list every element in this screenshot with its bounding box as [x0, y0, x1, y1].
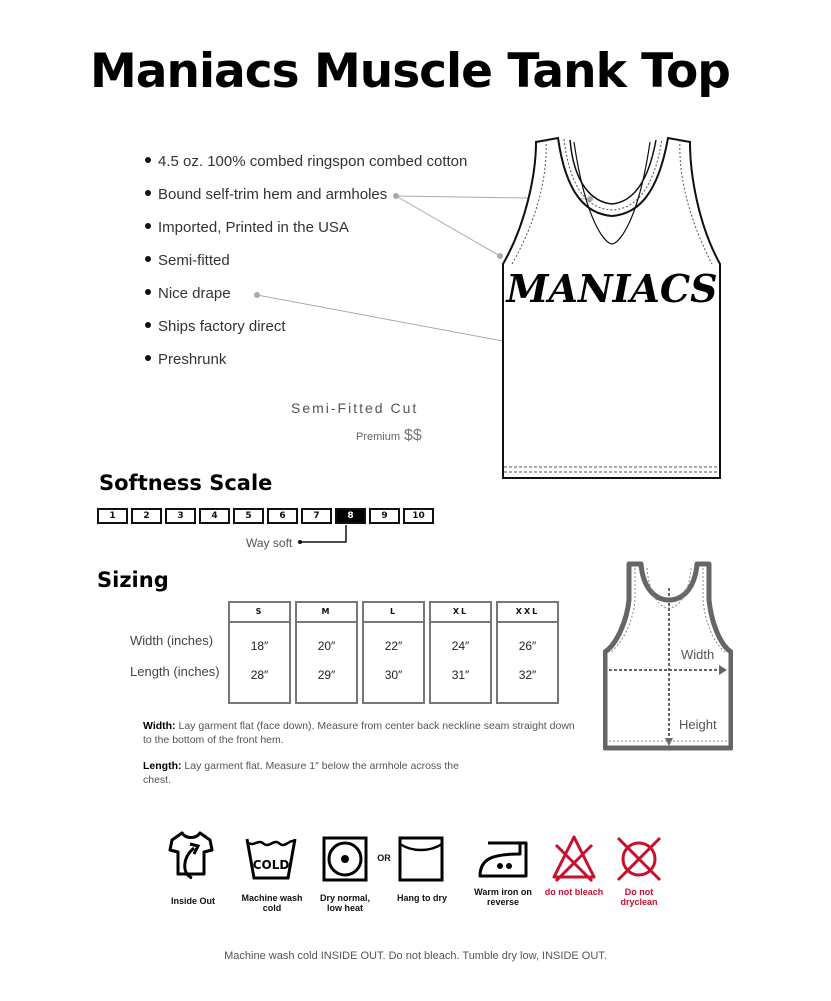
- or-label: OR: [377, 853, 391, 863]
- tank-top-illustration-icon: [496, 134, 726, 484]
- warm-iron-icon: [478, 840, 530, 878]
- wash-cold-icon: [244, 836, 298, 882]
- softness-scale: [97, 508, 434, 524]
- measurement-diagram-icon: [603, 560, 733, 752]
- cut-label: Semi-Fitted Cut: [291, 400, 419, 416]
- care-label: Dry normal, low heat: [319, 893, 370, 913]
- feature-text: Imported, Printed in the USA: [158, 219, 349, 236]
- length-value: 29″: [317, 668, 336, 682]
- size-header: M: [297, 603, 356, 623]
- tumble-dry-low-icon: [322, 836, 368, 882]
- softness-heading: Softness Scale: [99, 471, 273, 495]
- width-value: 26″: [518, 639, 537, 653]
- feature-text: Preshrunk: [158, 351, 227, 368]
- softness-cell: 7: [301, 508, 332, 524]
- care-label: Hang to dry: [396, 893, 447, 903]
- softness-cell: 5: [233, 508, 264, 524]
- do-not-dryclean-icon: [614, 833, 664, 883]
- size-table: [228, 601, 559, 704]
- note-term: Width:: [143, 720, 176, 732]
- size-header: XXL: [498, 603, 557, 623]
- size-header: L: [364, 603, 423, 623]
- note-term: Length:: [143, 760, 182, 772]
- feature-text: Ships factory direct: [158, 318, 286, 335]
- care-label: Do not dryclean: [620, 887, 658, 907]
- price-tier: [356, 427, 422, 445]
- svg-text:Width: Width: [681, 647, 715, 662]
- feature-text: Semi-fitted: [158, 252, 230, 269]
- softness-cell: 9: [369, 508, 400, 524]
- note-text: Lay garment flat. Measure 1″ below the armhole across the chest.: [143, 760, 459, 786]
- width-value: 24″: [451, 639, 470, 653]
- width-value: 20″: [317, 639, 336, 653]
- care-label: Warm iron on reverse: [474, 887, 532, 907]
- width-value: 22″: [384, 639, 403, 653]
- softness-cell: 3: [165, 508, 196, 524]
- inside-out-icon: [168, 830, 216, 888]
- care-label: do not bleach: [544, 887, 604, 897]
- svg-text:COLD: COLD: [252, 858, 290, 872]
- length-value: 28″: [250, 668, 269, 682]
- size-column-m: [295, 601, 358, 704]
- note-text: Lay garment flat (face down). Measure from center back neckline seam straight down to the bottom of the front hem.: [143, 720, 575, 746]
- sizing-heading: Sizing: [97, 568, 169, 592]
- size-column-s: [228, 601, 291, 704]
- size-column-xl: [429, 601, 492, 704]
- width-note: [143, 719, 583, 747]
- care-label: Machine wash cold: [241, 893, 303, 913]
- page-title: Maniacs Muscle Tank Top: [90, 44, 730, 99]
- do-not-bleach-icon: [550, 833, 598, 883]
- svg-text:Height: Height: [679, 717, 717, 732]
- softness-cell: 2: [131, 508, 162, 524]
- softness-cell-selected: 8: [335, 508, 366, 524]
- softness-cell: 10: [403, 508, 434, 524]
- pointer-line-icon: [296, 524, 356, 548]
- length-value: 32″: [518, 668, 537, 682]
- row-label-length: Length (inches): [130, 664, 220, 679]
- feature-text: Nice drape: [158, 285, 231, 302]
- size-header: XL: [431, 603, 490, 623]
- care-footer: Machine wash cold INSIDE OUT. Do not bleach. Tumble dry low, INSIDE OUT.: [224, 950, 607, 962]
- care-label: Inside Out: [170, 896, 215, 906]
- length-value: 31″: [451, 668, 470, 682]
- row-label-width: Width (inches): [130, 633, 214, 648]
- feature-text: 4.5 oz. 100% combed ringspon combed cotton: [158, 153, 468, 170]
- softness-cell: 1: [97, 508, 128, 524]
- softness-cell: 6: [267, 508, 298, 524]
- size-column-l: [362, 601, 425, 704]
- width-value: 18″: [250, 639, 269, 653]
- length-note: [143, 759, 483, 787]
- hang-dry-icon: [398, 836, 444, 882]
- tier-label: Premium: [356, 431, 401, 443]
- price-symbol: $$: [404, 427, 422, 444]
- size-column-xxl: [496, 601, 559, 704]
- size-header: S: [230, 603, 289, 623]
- feature-text: Bound self-trim hem and armholes: [158, 186, 388, 203]
- softness-cell: 4: [199, 508, 230, 524]
- length-value: 30″: [384, 668, 403, 682]
- svg-text:MANIACS: MANIACS: [506, 266, 718, 311]
- softness-caption: Way soft: [246, 536, 293, 550]
